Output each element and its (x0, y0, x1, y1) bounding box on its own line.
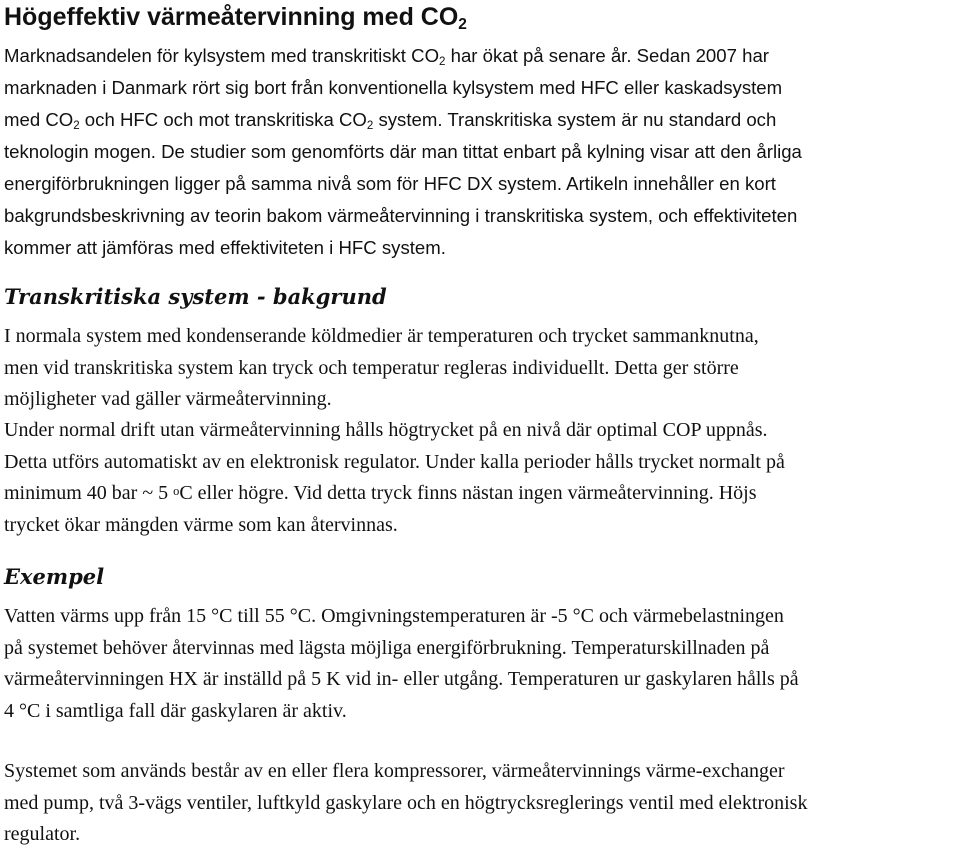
intro-line: marknaden i Danmark rört sig bort från konventionella kylsystem med HFC eller kaskadsystem (4, 77, 783, 98)
section1-paragraph-2 (4, 415, 958, 541)
paragraph-line: 4 °C i samtliga fall där gaskylaren är aktiv. (4, 699, 347, 722)
paragraph-line: Detta utförs automatiskt av en elektronisk regulator. Under kalla perioder hålls trycket normalt på (4, 450, 785, 473)
document-title (4, 0, 958, 32)
paragraph-line: Vatten värms upp från 15 °C till 55 °C. Omgivningstemperaturen är -5 °C och värmebelastningen (4, 605, 784, 627)
text-run: Marknadsandelen för kylsystem med transkritiskt CO (4, 45, 440, 66)
paragraph-line: regulator. (4, 823, 81, 845)
intro-line (4, 40, 958, 72)
paragraph-line: I normala system med kondenserande köldmedier är temperaturen och trycket sammanknutna, (4, 325, 759, 347)
section-heading-exempel: Exempel (4, 564, 105, 589)
intro-line: kommer att jämföras med effektiviteten i HFC system. (4, 237, 446, 258)
text-run: med CO (4, 109, 74, 130)
subscript: 2 (366, 119, 374, 132)
intro-line: teknologin mogen. De studier som genomförts där man tittat enbart på kylning visar att den årliga (4, 141, 802, 162)
title-text: Högeffektiv värmeåtervinning med CO (4, 3, 459, 31)
paragraph-line: trycket ökar mängden värme som kan återvinnas. (4, 513, 398, 536)
paragraph-line: med pump, två 3-vägs ventiler, luftkyld gaskylare och en högtrycksreglerings ventil med elektronisk (4, 791, 808, 814)
text-run: har ökat på senare år. Sedan 2007 har (445, 45, 769, 66)
intro-paragraph (4, 40, 958, 264)
paragraph-line: Systemet som används består av en eller flera kompressorer, värmeåtervinnings värme-exchanger (4, 760, 785, 782)
section2-paragraph-1 (4, 601, 958, 727)
intro-line: bakgrundsbeskrivning av teorin bakom värmeåtervinning i transkritiska system, och effektiviteten (4, 205, 798, 226)
section-heading-background: Transkritiska system - bakgrund (4, 284, 387, 309)
text-run: system. Transkritiska system är nu standard och (373, 109, 777, 130)
text-run: minimum 40 bar ~ 5 (4, 482, 174, 504)
document-page (4, 0, 958, 845)
paragraph-line: möjligheter vad gäller värmeåtervinning. (4, 388, 332, 410)
paragraph-line: Under normal drift utan värmeåtervinning hålls högtrycket på en nivå där optimal COP uppnås. (4, 419, 768, 441)
title-subscript: 2 (458, 15, 467, 33)
intro-line (4, 104, 958, 136)
text-run: och HFC och mot transkritiska CO (79, 109, 367, 130)
paragraph-line: värmeåtervinningen HX är inställd på 5 K vid in- eller utgång. Temperaturen ur gaskylaren hålls på (4, 668, 799, 690)
subscript: 2 (73, 119, 80, 132)
paragraph-line (4, 478, 958, 510)
paragraph-line: men vid transkritiska system kan tryck och temperatur regleras individuellt. Detta ger större (4, 356, 739, 379)
intro-line: energiförbrukningen ligger på samma nivå som för HFC DX system. Artikeln innehåller en kort (4, 173, 776, 194)
section1-paragraph-1 (4, 321, 958, 416)
text-run: C eller högre. Vid detta tryck finns nästan ingen värmeåtervinning. Höjs (179, 482, 757, 504)
subscript: 2 (439, 55, 446, 68)
paragraph-line: på systemet behöver återvinnas med lägsta möjliga energiförbrukning. Temperaturskillnaden på (4, 636, 770, 659)
superscript: o (173, 483, 180, 498)
section2-paragraph-2 (4, 756, 958, 851)
